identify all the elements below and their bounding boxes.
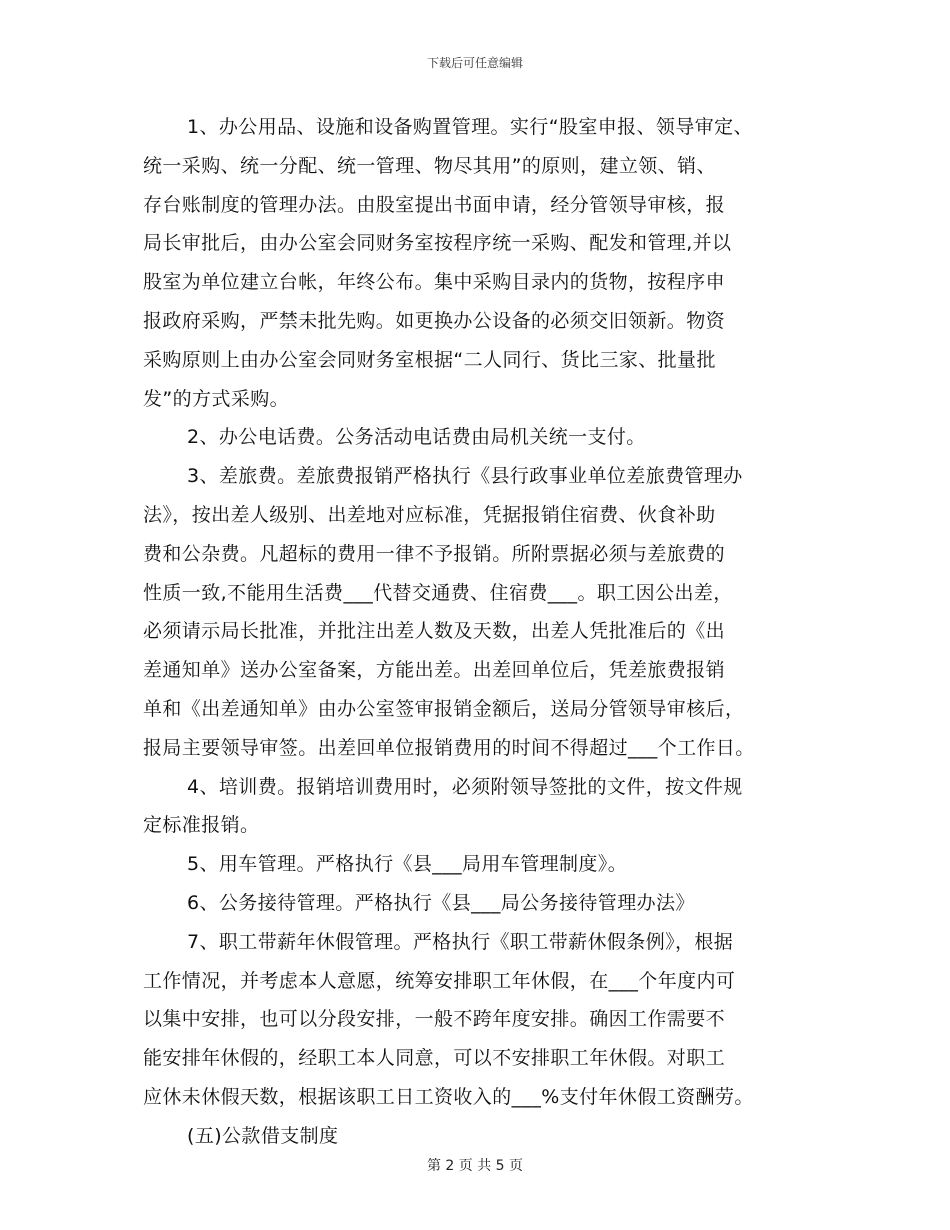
text-line: 2、办公电话费。公务活动电话费由局机关统一支付。 [187, 426, 646, 449]
text-line: 性质一致,不能用生活费___代替交通费、住宿费___。职工因公出差， [143, 581, 733, 604]
text-line: (五)公款借支制度 [187, 1124, 339, 1147]
text-line: 4、培训费。报销培训费用时，必须附领导签批的文件，按文件规 [187, 775, 743, 798]
text-line: 定标准报销。 [143, 814, 260, 837]
page-header: 下载后可任意编辑 [426, 56, 523, 70]
text-line: 3、差旅费。差旅费报销严格执行《县行政事业单位差旅费管理办 [187, 465, 743, 488]
text-line: 采购原则上由办公室会同财务室根据“二人同行、货比三家、批量批 [143, 348, 716, 371]
text-line: 能安排年休假的，经职工本人同意，可以不安排职工年休假。对职工 [143, 1047, 726, 1070]
text-line: 应休未休假天数，根据该职工日工资收入的___%支付年休假工资酬劳。 [143, 1085, 754, 1108]
text-line: 以集中安排，也可以分段安排，一般不跨年度安排。确因工作需要不 [143, 1008, 726, 1031]
text-line: 报局主要领导审签。出差回单位报销费用的时间不得超过___个工作日。 [143, 736, 755, 759]
text-line: 股室为单位建立台帐，年终公布。集中采购目录内的货物，按程序申 [143, 271, 726, 294]
text-line: 单和《出差通知单》由办公室签审报销金额后，送局分管领导审核后， [143, 697, 745, 720]
text-line: 工作情况，并考虑本人意愿，统筹安排职工年休假，在___个年度内可 [143, 969, 736, 992]
text-line: 1、办公用品、设施和设备购置管理。实行“股室申报、领导审定、 [187, 116, 753, 138]
text-line: 必须请示局长批准，并批注出差人数及天数，出差人凭批准后的《出 [143, 620, 726, 643]
text-line: 发”的方式采购。 [143, 387, 290, 410]
text-line: 统一采购、统一分配、统一管理、物尽其用”的原则，建立领、销、 [143, 154, 716, 177]
text-line: 法》，按出差人级别、出差地对应标准，凭据报销住宿费、伙食补助 [143, 503, 716, 526]
page-footer: 第 2 页 共 5 页 [426, 1158, 524, 1174]
text-line: 6、公务接待管理。严格执行《县___局公务接待管理办法》 [187, 891, 695, 914]
document-body [143, 108, 833, 1156]
text-line: 存台账制度的管理办法。由股室提出书面申请，经分管领导审核，报 [143, 193, 726, 216]
text-line: 差通知单》送办公室备案，方能出差。出差回单位后，凭差旅费报销 [143, 659, 726, 682]
text-line: 报政府采购，严禁未批先购。如更换办公设备的必须交旧领新。物资 [143, 309, 726, 332]
text-line: 5、用车管理。严格执行《县___局用车管理制度》。 [187, 853, 628, 876]
text-line: 局长审批后，由办公室会同财务室按程序统一采购、配发和管理,并以 [143, 232, 732, 255]
text-line: 费和公杂费。凡超标的费用一律不予报销。所附票据必须与差旅费的 [143, 542, 726, 565]
text-line: 7、职工带薪年休假管理。严格执行《职工带薪休假条例》，根据 [187, 930, 734, 953]
